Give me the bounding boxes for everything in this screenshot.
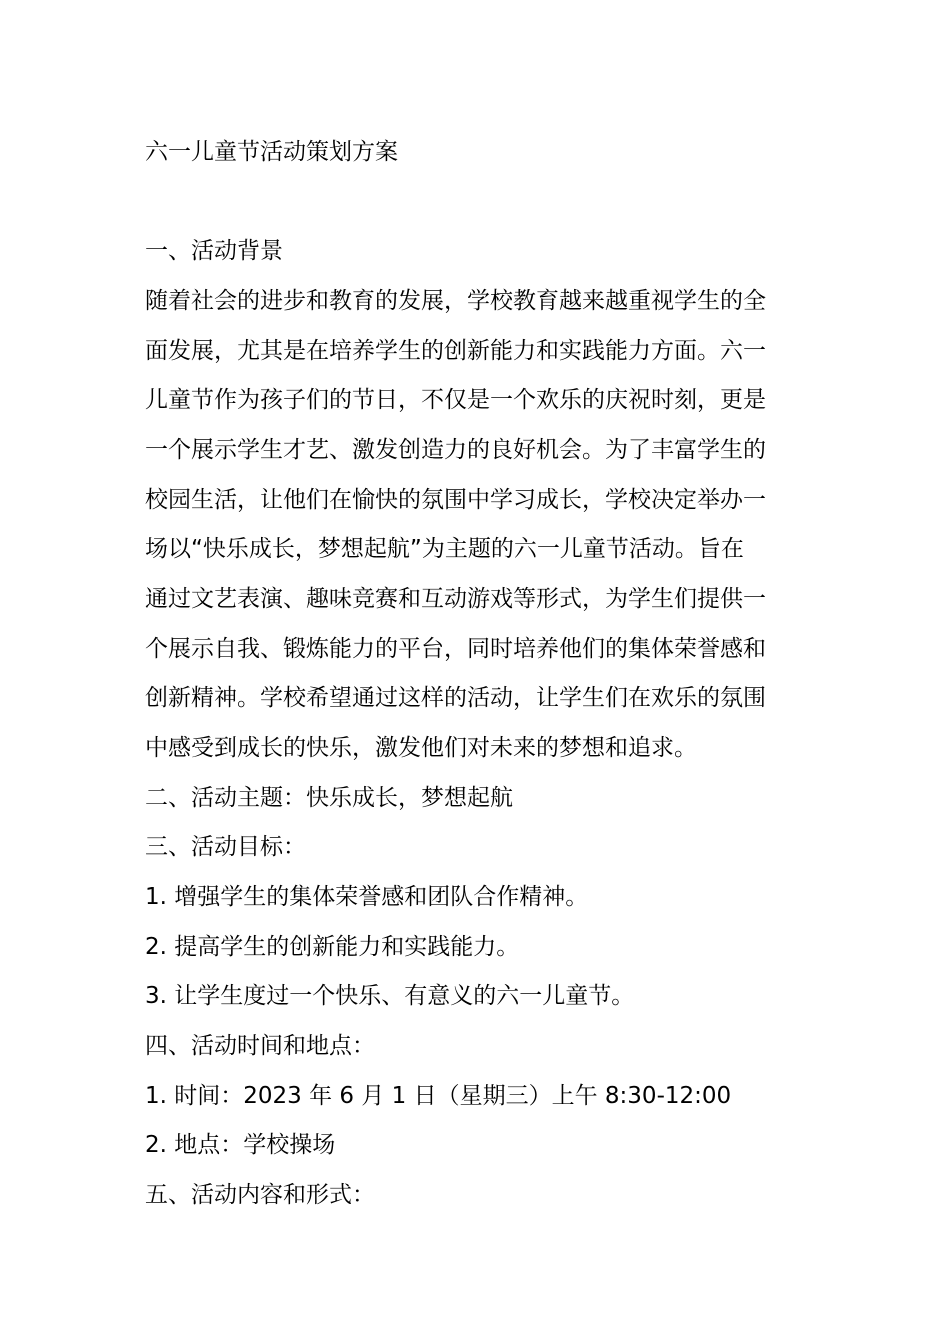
paragraph-line: 个展示自我、锻炼能力的平台，同时培养他们的集体荣誉感和 [145,636,766,662]
list-item: 1. 增强学生的集体荣誉感和团队合作精神。 [145,884,589,910]
section-heading-time-place: 四、活动时间和地点： [145,1033,375,1059]
paragraph-line: 中感受到成长的快乐，激发他们对未来的梦想和追求。 [145,735,697,761]
section-heading-goals: 三、活动目标： [145,834,306,860]
paragraph-line: 通过文艺表演、趣味竞赛和互动游戏等形式，为学生们提供一 [145,586,766,612]
paragraph-line: 儿童节作为孩子们的节日，不仅是一个欢乐的庆祝时刻，更是 [145,387,766,413]
list-item: 2. 提高学生的创新能力和实践能力。 [145,934,520,960]
section-heading-content: 五、活动内容和形式： [145,1182,375,1208]
section-heading-background: 一、活动背景 [145,238,283,264]
list-item: 2. 地点：学校操场 [145,1132,336,1158]
paragraph-line: 一个展示学生才艺、激发创造力的良好机会。为了丰富学生的 [145,437,766,463]
paragraph-line: 面发展，尤其是在培养学生的创新能力和实践能力方面。六一 [145,338,766,364]
list-item: 3. 让学生度过一个快乐、有意义的六一儿童节。 [145,983,635,1009]
paragraph-line: 创新精神。学校希望通过这样的活动，让学生们在欢乐的氛围 [145,685,766,711]
paragraph-line: 场以“快乐成长，梦想起航”为主题的六一儿童节活动。旨在 [145,536,744,562]
list-item: 1. 时间：2023 年 6 月 1 日（星期三）上午 8:30-12:00 [145,1083,732,1109]
document-title: 六一儿童节活动策划方案 [145,139,398,165]
section-heading-theme: 二、活动主题：快乐成长，梦想起航 [145,785,513,811]
paragraph-line: 校园生活，让他们在愉快的氛围中学习成长，学校决定举办一 [145,487,766,513]
paragraph-line: 随着社会的进步和教育的发展，学校教育越来越重视学生的全 [145,288,766,314]
